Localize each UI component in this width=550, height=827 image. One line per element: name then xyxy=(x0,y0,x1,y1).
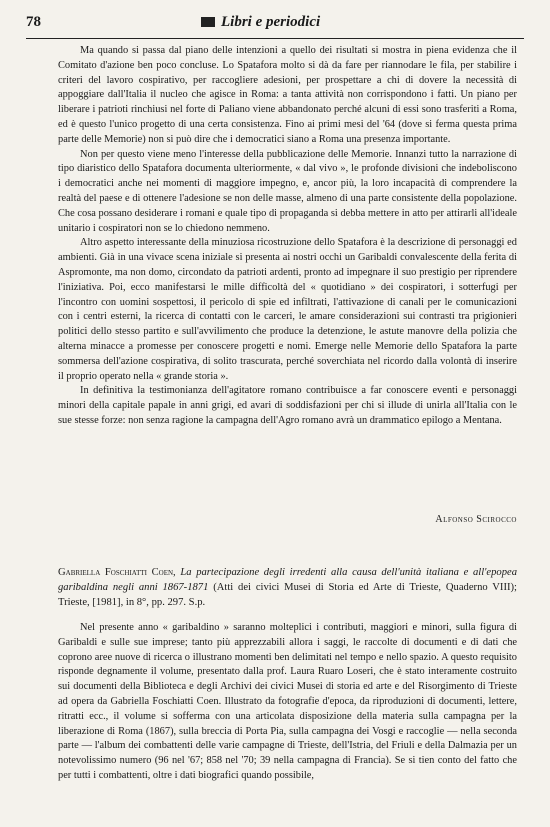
running-title xyxy=(201,14,320,31)
book-details: (Atti dei civici Musei di Storia ed Arte di Trieste, Quaderno VIII); Trieste, [1981], in 8°, pp. 297. S.p. xyxy=(58,582,517,608)
paragraph: Ma quando si passa dal piano delle intenzioni a quello dei risultati si mostra in piena evidenza che il Comitato d'azione ben poco concluse. Lo Spatafora molto si dà da fare per riannodare le fila, per stabilire i criteri del lavoro cospirativo, per raccogliere adesioni, per prospettare a chi di dovere la necessità di appoggiare dall'Italia il nucleo che agisce in Roma: a tanta attività non corrispondono i fatti. Un piano per liberare i patrioti rinchiusi nel forte di Paliano viene abbandonato perché alcuni di essi sono trasferiti a Roma, ed è questo l'unico progetto di una certa consistenza. Fino ai primi mesi del '64 (dove si ferma questa prima parte delle Memorie) non si può dire che i democratici siano a Roma una presenza importante. xyxy=(58,45,517,145)
paragraph: Nel presente anno « garibaldino » saranno molteplici i contributi, maggiori e minori, sulla figura di Garibaldi e sulle sue imprese; tanto più apprezzabili allora i saggi, le raccolte di documenti e di dati che coprono aree nuove di ricerca o illustrano momenti ben delimitati nel tempo e nello spazio. A questo requisito risponde degnamente il volume, presentato dalla prof. Laura Ruaro Loseri, che è stato interamente costruito sui documenti della Biblioteca e degli Archivi dei civici Musei di storia ed arte e del Risorgimento di Trieste ad opera da Gabriella Foschiatti Coen. Illustrato da fotografie d'epoca, da riproduzioni di documenti, lettere, ritratti ecc., il volume si sofferma con una articolata disposizione della materia sulla campagna per la liberazione di Roma (1867), sulla breccia di Porta Pia, sulla campagna dei Vosgi e raccoglie — nella seconda parte — l'album dei combattenti delle varie campagne di Trieste, dell'Istria, del Friuli e della Dalmazia per un notevolissimo numero (96 nel '67; 858 nel '70; 39 nella campagna di Francia). Se si tien conto del fatto che per tutti i combattenti, oltre i dati biografici quando possibile, xyxy=(58,622,517,781)
book-author: Gabriella Foschiatti Coen, xyxy=(58,567,176,578)
review-body xyxy=(58,44,517,429)
paragraph: Altro aspetto interessante della minuziosa ricostruzione dello Spatafora è la descrizione di personaggi ed ambienti. Già in una vivace scena iniziale si presenta ai nostri occhi un Garibaldi convalescente della ferita di Aspromonte, ma non domo, circondato da patrioti ardenti, pronto ad impegnare il suo prestigio per riprendere l'iniziativa. Poi, ecco manifestarsi le mille difficoltà del « quotidiano » dei cospiratori, i sotterfugi per l'incontro con uomini sospettosi, il pericolo di spie ed infiltrati, l'attivazione di canali per le comunicazioni con i centri esterni, la ricerca di contatti con le carceri, le amare considerazioni sui contrasti tra prigionieri politici dello stesso partito e sull'avvilimento che produce la detenzione, le astute manovre della polizia che alterna minacce a promesse per conoscere progetti e nomi. Emerge nelle Memorie dello Spatafora la parte sommersa dell'azione cospirativa, di solito trascurata, perché soverchiata nel ricordo dalla volontà di inserire il proprio operato nella « grande storia ». xyxy=(58,237,517,382)
review-signature: Alfonso Scirocco xyxy=(435,514,517,525)
page-number: 78 xyxy=(26,14,41,30)
page-header xyxy=(26,12,524,39)
book-title: La partecipazione degli irredenti alla causa dell'unità italiana e all'epopea garibaldina negli anni 1867-1871 xyxy=(58,567,517,593)
ornament-icon xyxy=(201,17,215,27)
paragraph: In definitiva la testimonianza dell'agitatore romano contribuisce a far conoscere eventi e personaggi minori della capitale papale in anni grigi, ed avari di soddisfazioni per chi si illude di unirla all'Italia con le sue stesse forze: non senza ragione la campagna dell'Agro romano avrà un drammatico epilogo a Mentana. xyxy=(58,385,517,426)
paragraph: Non per questo viene meno l'interesse della pubblicazione delle Memorie. Innanzi tutto la narrazione di tipo diaristico dello Spatafora documenta ulteriormente, « dal vivo », le profonde divisioni che indeboliscono i democratici anche nei momenti di maggiore impegno, e, ancor più, la loro incapacità di comprendere la realtà del paese e di ottenere l'adesione se non delle masse, almeno di una parte consistente della popolazione. Che cosa possano desiderare i romani e quale tipo di propaganda si debba mettere in atto per attirarli all'ideale unitario i cospiratori non se lo chiedono nemmeno. xyxy=(58,148,517,234)
second-review-body xyxy=(58,621,517,784)
bibliographic-entry xyxy=(58,565,517,610)
running-title-text: Libri e periodici xyxy=(221,14,321,30)
